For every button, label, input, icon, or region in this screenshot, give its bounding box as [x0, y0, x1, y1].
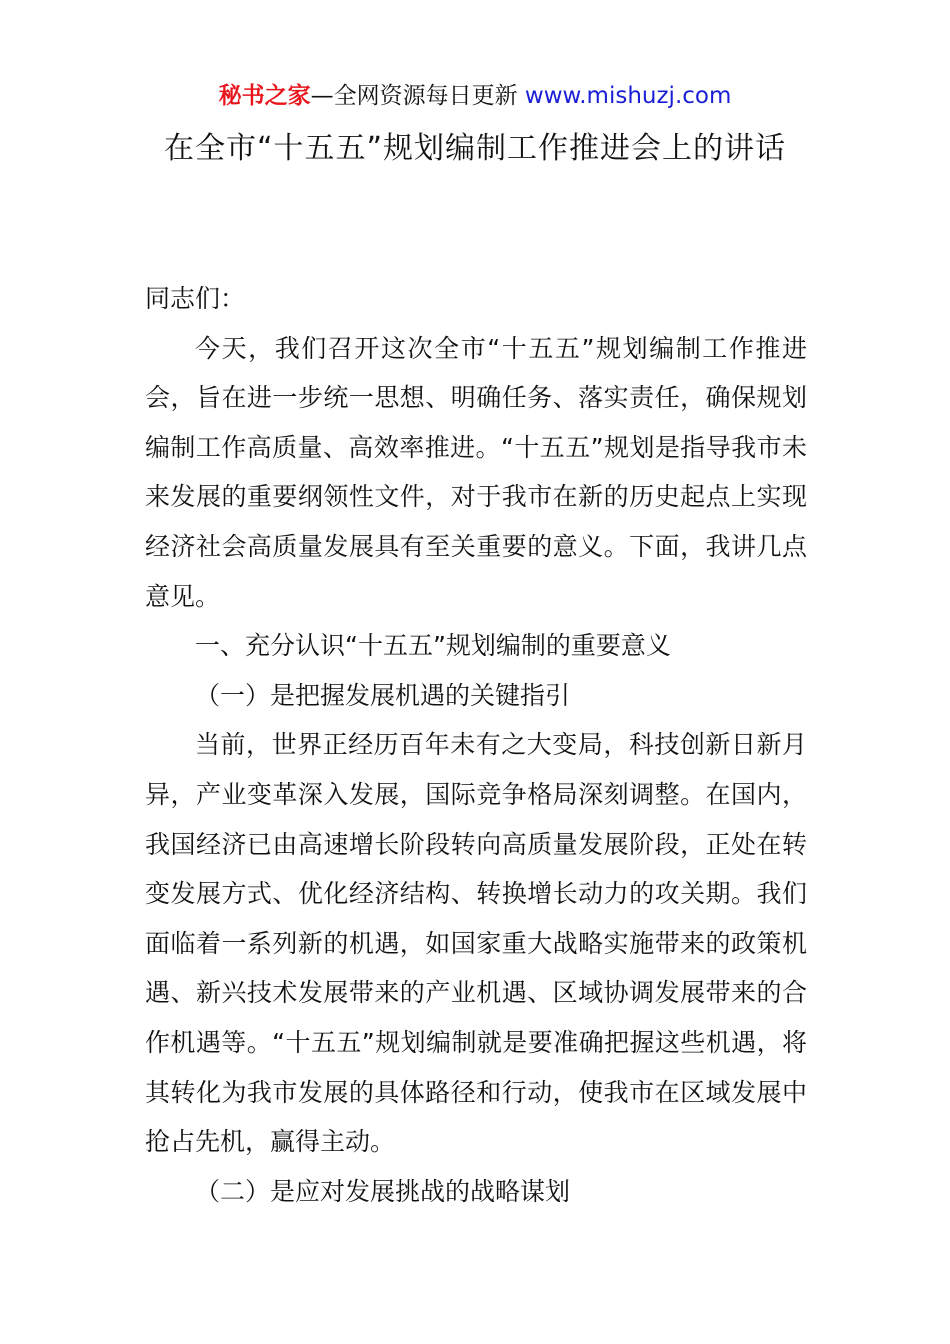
- brand-name: 秘书之家: [218, 83, 311, 109]
- subsection-heading-1: （一）是把握发展机遇的关键指引: [195, 680, 571, 710]
- document-title: 在全市“十五五”规划编制工作推进会上的讲话: [163, 131, 787, 166]
- document-body: [145, 274, 807, 1216]
- header-slogan: —全网资源每日更新: [310, 83, 518, 109]
- site-header: [0, 80, 950, 112]
- site-url: www.mishuzj.com: [524, 83, 732, 109]
- section-heading-1: 一、充分认识“十五五”规划编制的重要意义: [195, 631, 671, 661]
- subsection-heading-2: （二）是应对发展挑战的战略谋划: [195, 1176, 571, 1206]
- salutation: 同志们：: [145, 284, 246, 313]
- paragraph-opportunities: 当前，世界正经历百年未有之大变局，科技创新日新月异，产业变革深入发展，国际竞争格局深刻调整。在国内，我国经济已由高速增长阶段转向高质量发展阶段，正处在转变发展方式、优化经济结构、转换增长动力的攻关期。我们面临着一系列新的机遇，如国家重大战略实施带来的政策机遇、新兴技术发展带来的产业机遇、区域协调发展带来的合作机遇等。“十五五”规划编制就是要准确把握这些机遇，将其转化为我市发展的具体路径和行动，使我市在区域发展中抢占先机，赢得主动。: [145, 730, 807, 1157]
- paragraph-intro: 今天，我们召开这次全市“十五五”规划编制工作推进会，旨在进一步统一思想、明确任务、落实责任，确保规划编制工作高质量、高效率推进。“十五五”规划是指导我市未来发展的重要纲领性文件，对于我市在新的历史起点上实现经济社会高质量发展具有至关重要的意义。下面，我讲几点意见。: [145, 333, 807, 611]
